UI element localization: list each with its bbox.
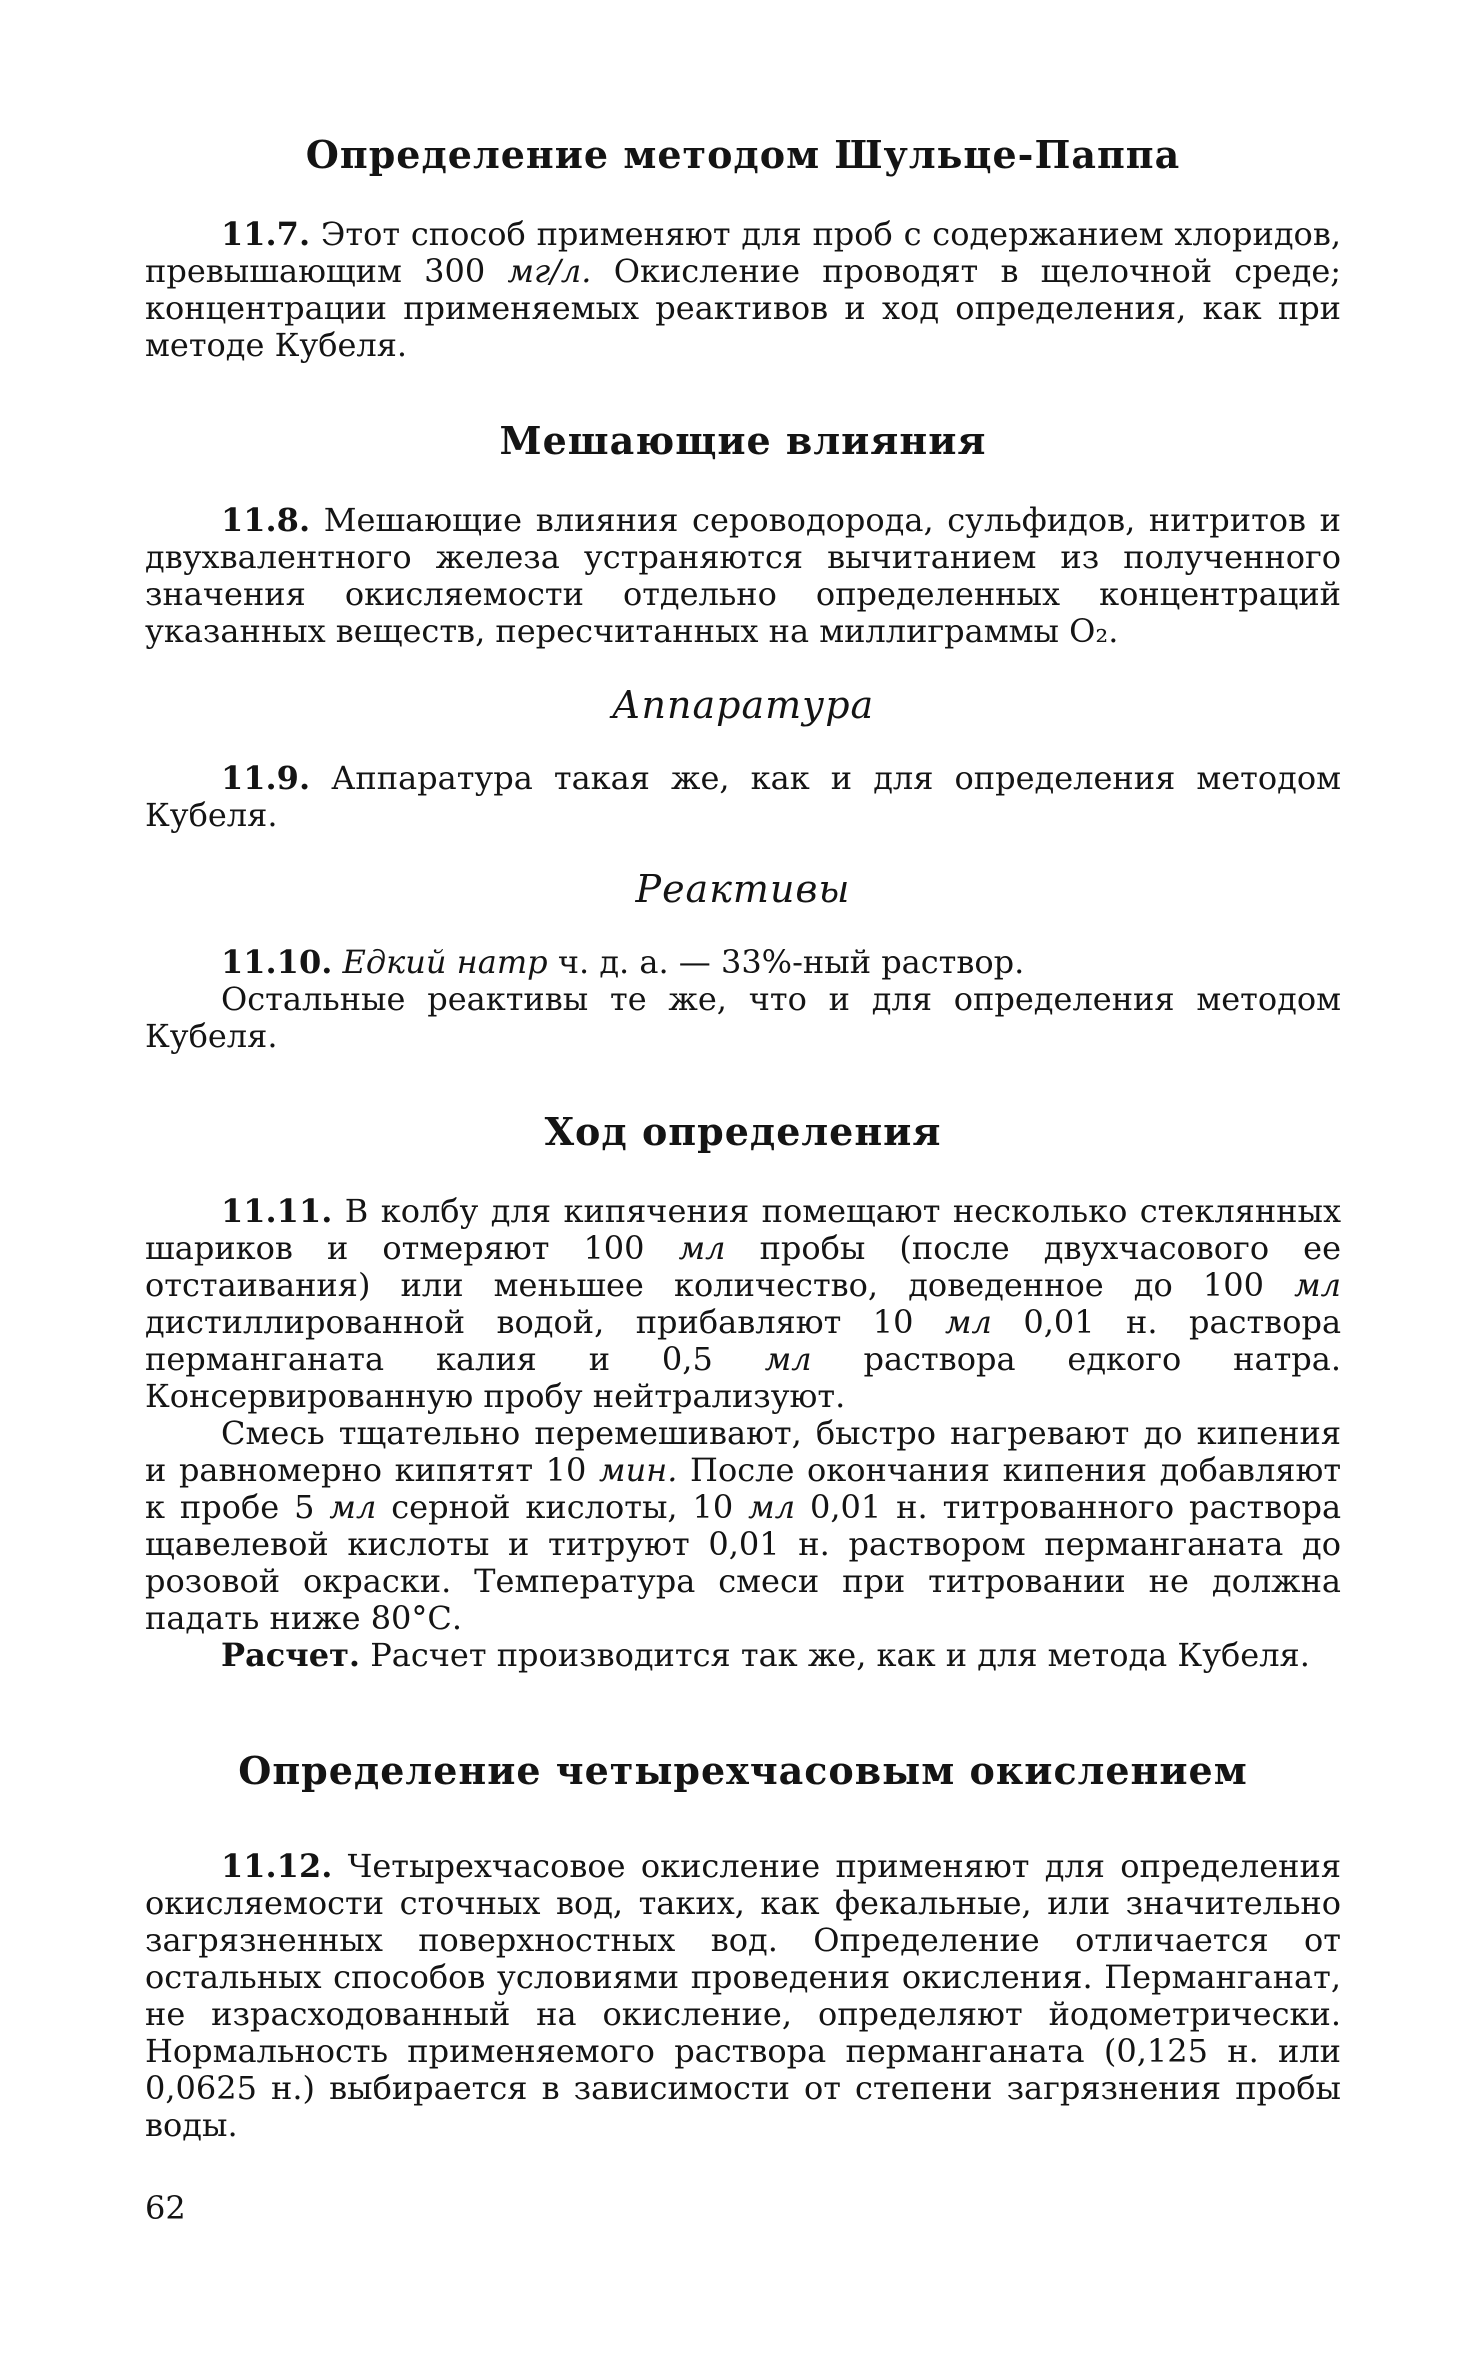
paragraph-text: 0,01 н. титрованного раствора щавелевой кислоты и титруют 0,01 н. раствором перманганата до розовой окраски. Температура смеси при титровании не должна падать ниже 80°С. — [145, 1488, 1342, 1637]
calculation-label: Расчет. — [221, 1636, 361, 1674]
paragraph-text: Четырехчасовое окисление применяют для определения окисляемости сточных вод, таких, как фекальные, или значительно загрязненных поверхностных вод. Определение отличается от остальных способов условиями проведения окисления. Перманганат, не израсходованный на окисление, определяют йодометрически. Нормальность применяемого раствора перманганата (0,125 н. или 0,0625 н.) выбирается в зависимости от степени загрязнения пробы воды. — [145, 1847, 1342, 2144]
unit-ml: мл — [329, 1488, 377, 1526]
paragraph-number: 11.8. — [221, 501, 311, 539]
paragraph-text: Расчет производится так же, как и для метода Кубеля. — [370, 1636, 1310, 1674]
paragraph-calculation — [145, 1637, 1341, 1674]
paragraph-text: серной кислоты, 10 — [391, 1488, 734, 1526]
heading-interference: Мешающие влияния — [499, 418, 987, 463]
unit-ml: мл — [764, 1340, 812, 1378]
paragraph-text: дистиллированной водой, прибавляют 10 — [145, 1303, 914, 1341]
paragraph-number: 11.9. — [221, 759, 311, 797]
paragraph-11-7 — [145, 216, 1341, 364]
heading-procedure: Ход определения — [544, 1109, 942, 1154]
heading-schulze-papp: Определение методом Шульце-Паппа — [305, 132, 1181, 177]
unit-ml: мл — [678, 1229, 726, 1267]
paragraph-number: 11.12. — [221, 1847, 333, 1885]
paragraph-text: 0,01 н. раствора перманганата калия и 0,5 — [145, 1303, 1342, 1378]
paragraph-number: 11.7. — [221, 215, 311, 253]
paragraph-number: 11.11. — [221, 1192, 333, 1230]
heading-reagents: Реактивы — [635, 867, 851, 911]
paragraph-11-8 — [145, 502, 1341, 650]
paragraph-text: Окисление проводят в щелочной среде; концентрации применяемых реактивов и ход определения, как при методе Кубеля. — [145, 252, 1342, 364]
paragraph-text: пробы (после двухчасового ее отстаивания) или меньшее количество, доведенное до 100 — [145, 1229, 1342, 1304]
paragraph-text: Этот способ применяют для проб с содержанием хлоридов, превышающим 300 — [145, 215, 1342, 290]
page-number: 62 — [145, 2189, 186, 2227]
heading-four-hour-oxidation: Определение четырехчасовым окислением — [238, 1748, 1248, 1793]
paragraph-mixing — [145, 1415, 1341, 1637]
paragraph-11-9 — [145, 760, 1341, 834]
paragraph-text: Мешающие влияния сероводорода, сульфидов, нитритов и двухвалентного железа устраняются вычитанием из полученного значения окисляемости отдельно определенных концентраций указанных веществ, пересчитанных на миллиграммы O₂. — [145, 501, 1342, 650]
paragraph-text: После окончания кипения добавляют к пробе 5 — [145, 1451, 1342, 1526]
unit-ml: мл — [1294, 1266, 1342, 1304]
unit-min: мин. — [599, 1451, 678, 1489]
reagent-name: Едкий натр — [342, 943, 548, 981]
paragraph-text: раствора едкого натра. Консервированную пробу нейтрализуют. — [145, 1340, 1342, 1415]
unit-ml: мл — [748, 1488, 796, 1526]
paragraph-11-12 — [145, 1848, 1341, 2144]
paragraph-text: ч. д. а. — 33%-ный раствор. — [557, 943, 1025, 981]
paragraph-11-10 — [145, 944, 1341, 981]
paragraph-text: В колбу для кипячения помещают несколько стеклянных шариков и отмеряют 100 — [145, 1192, 1342, 1267]
unit-mg-per-l: мг/л. — [507, 252, 592, 290]
paragraph-11-11 — [145, 1193, 1341, 1415]
unit-ml: мл — [944, 1303, 992, 1341]
paragraph-number: 11.10. — [221, 943, 333, 981]
paragraph-text: Смесь тщательно перемешивают, быстро нагревают до кипения и равномерно кипятят 10 — [145, 1414, 1341, 1489]
paragraph-other-reagents: Остальные реактивы те же, что и для определения методом Кубеля. — [145, 980, 1341, 1055]
paragraph-text: Аппаратура такая же, как и для определения методом Кубеля. — [145, 759, 1342, 834]
heading-apparatus: Аппаратура — [611, 683, 875, 727]
